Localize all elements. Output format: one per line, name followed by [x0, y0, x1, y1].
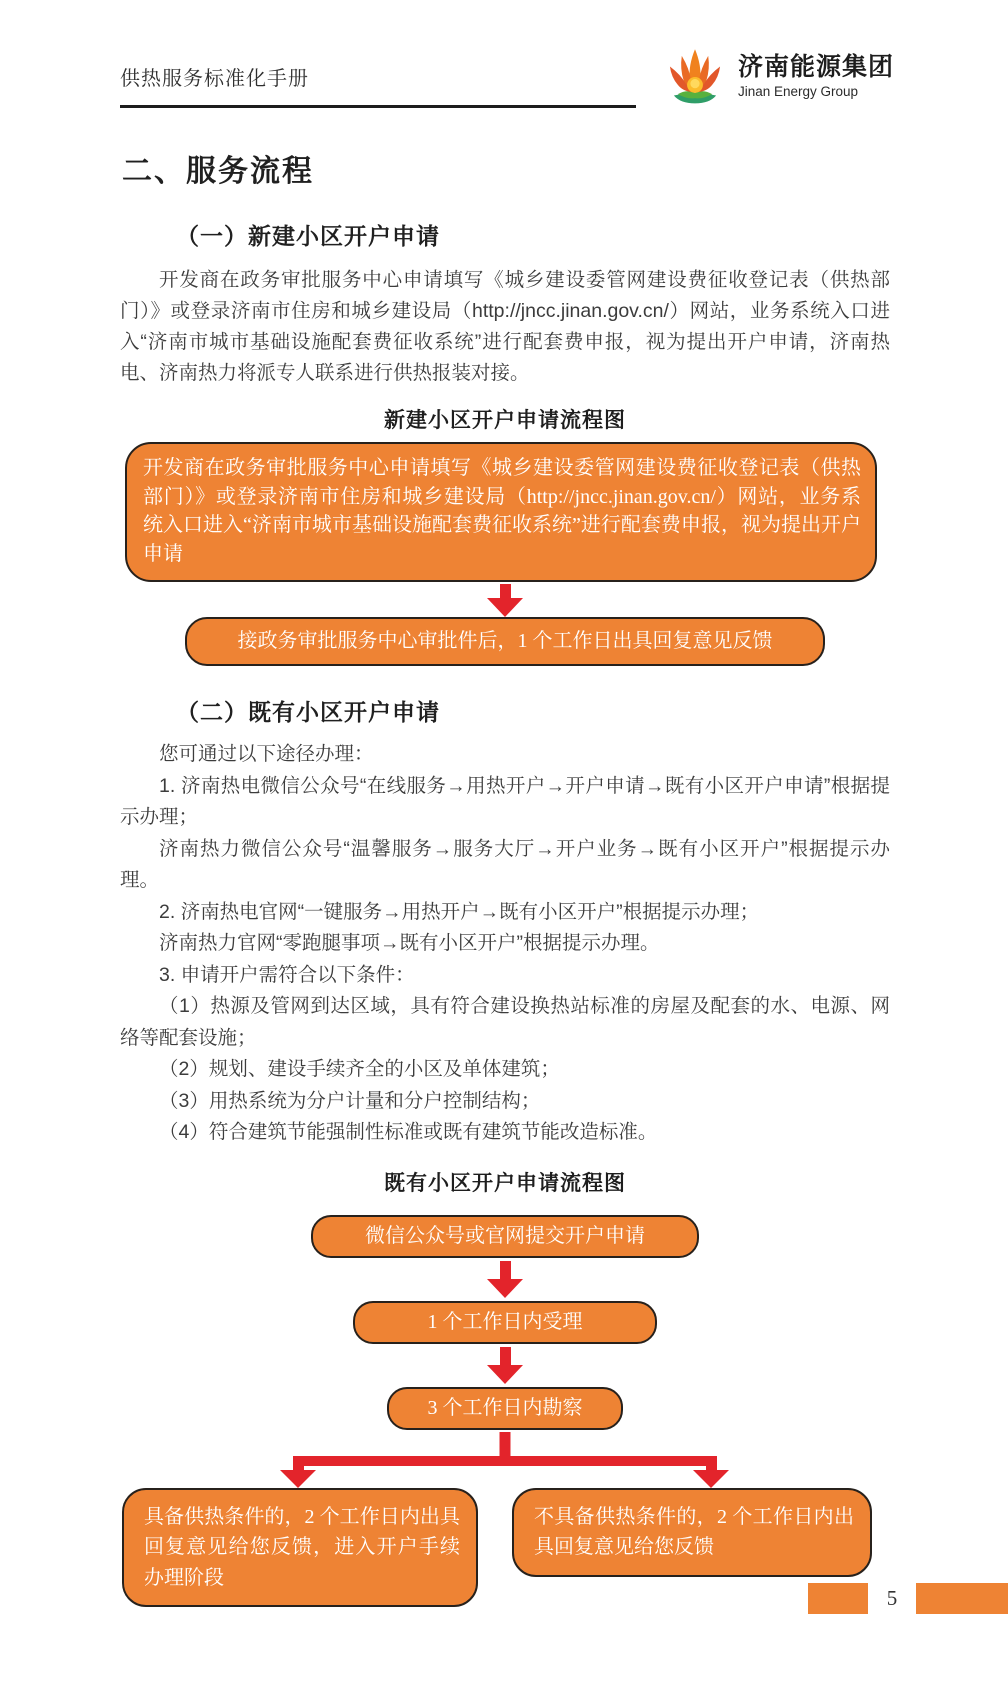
flowchart-2-title: 既有小区开户申请流程图: [384, 1171, 626, 1195]
paragraph: （3）用热系统为分户计量和分户控制结构；: [159, 1089, 541, 1112]
flowchart-2-step-1: 微信公众号或官网提交开户申请: [311, 1215, 699, 1258]
paragraph: （1）热源及管网到达区域，具有符合建设换热站标准的房屋及配套的水、电源、网络等配套设施；: [120, 995, 890, 1049]
section-title: 二、服务流程: [122, 155, 314, 188]
paragraph: （4）符合建筑节能强制性标准或既有建筑节能改造标准。: [159, 1121, 658, 1143]
flow-arrow-down-icon: [120, 584, 890, 617]
flowchart-1-title: 新建小区开户申请流程图: [384, 409, 626, 432]
paragraph: 3. 申请开户需符合以下条件：: [159, 963, 415, 986]
flowchart-2: [120, 1207, 890, 1430]
paragraph: 2. 济南热电官网“一键服务→用热开户→既有小区开户”根据提示办理；: [159, 900, 760, 923]
flow-branch-connector-icon: [120, 1432, 890, 1488]
subsection-1-paragraph: 开发商在政务审批服务中心申请填写《城乡建设委管网建设费征收登记表（供热部门）》或登录济南市住房和城乡建设局（http://jncc.jinan.gov.cn/）网站，业务系统入口进入“济南市城市基础设施配套费征收系统”进行配套费申报，视为提出开户申请，济南热电、济南热力将派专人联系进行供热报装对接。: [120, 269, 890, 384]
flow-arrow-down-icon: [487, 1347, 523, 1384]
company-logo: [662, 46, 894, 108]
subsection-2-title: （二）既有小区开户申请: [176, 699, 440, 725]
lotus-flame-logo-icon: [662, 46, 728, 108]
page-footer: [0, 1583, 1008, 1614]
footer-accent-bar: [808, 1583, 868, 1614]
paragraph: 您可通过以下途径办理：: [159, 743, 374, 765]
company-name-en: Jinan Energy Group: [737, 83, 859, 99]
flowchart-1-step-1: 开发商在政务审批服务中心申请填写《城乡建设委管网建设费征收登记表（供热部门）》或登录济南市住房和城乡建设局（http://jncc.jinan.gov.cn/）网站，业务系统入口进入“济南市城市基础设施配套费征收系统”进行配套费申报，视为提出开户申请: [125, 442, 877, 582]
flowchart-2-branch-left: 具备供热条件的，2 个工作日内出具回复意见给您反馈，进入开户手续办理阶段: [122, 1488, 478, 1608]
flowchart-1-step-2: 接政务审批服务中心审批件后，1 个工作日出具回复意见反馈: [185, 617, 825, 666]
manual-page: [0, 46, 1008, 1607]
company-name-cn: 济南能源集团: [737, 53, 894, 82]
logo-text: [738, 54, 894, 99]
flowchart-2-step-2: 1 个工作日内受理: [353, 1301, 657, 1344]
page-header: [120, 46, 894, 108]
footer-accent-bar: [916, 1583, 1008, 1614]
paragraph: （2）规划、建设手续齐全的小区及单体建筑；: [159, 1058, 560, 1080]
subsection-2-paragraphs: [120, 739, 890, 1149]
flowchart-2-step-3: 3 个工作日内勘察: [387, 1387, 623, 1430]
paragraph: 1. 济南热电微信公众号“在线服务→用热开户→开户申请→既有小区开户申请”根据提示办理；: [120, 774, 890, 828]
paragraph: 济南热力官网“零跑腿事项→既有小区开户”根据提示办理。: [159, 932, 660, 954]
flow-arrow-down-icon: [487, 1261, 523, 1298]
flowchart-2-branch-right: 不具备供热条件的，2 个工作日内出具回复意见给您反馈: [512, 1488, 872, 1577]
page-number: 5: [886, 1586, 898, 1610]
subsection-1-title: （一）新建小区开户申请: [176, 223, 440, 249]
doc-title: 供热服务标准化手册: [120, 62, 636, 108]
paragraph: 济南热力微信公众号“温馨服务→服务大厅→开户业务→既有小区开户”根据提示办理。: [120, 837, 890, 891]
